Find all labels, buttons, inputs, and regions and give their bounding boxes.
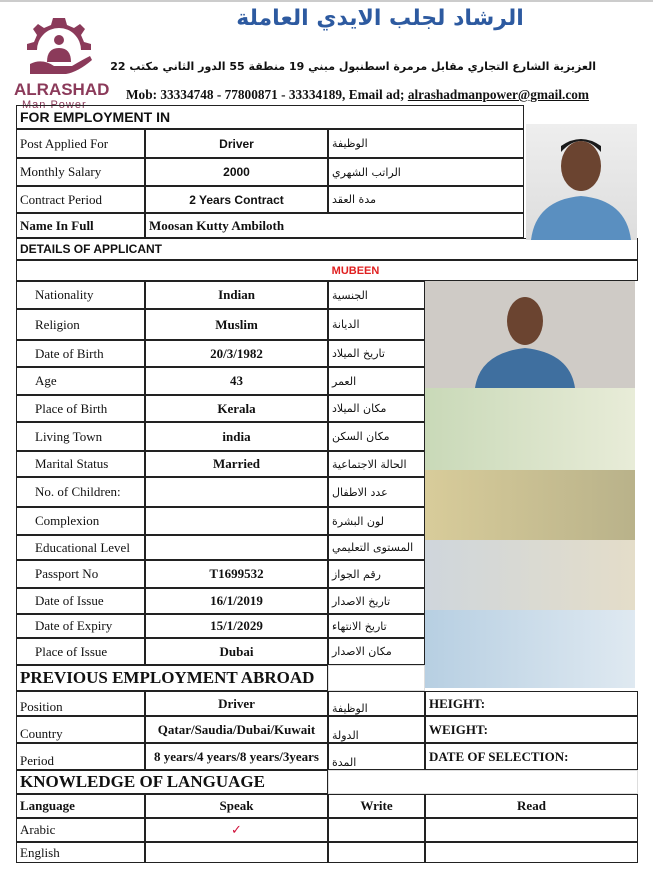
language-language-cell: English xyxy=(16,842,145,863)
field-label: Place of Birth xyxy=(16,395,145,422)
field-value: 15/1/2029 xyxy=(145,614,328,638)
extra-field-label: WEIGHT: xyxy=(425,716,638,743)
field-value: Muslim xyxy=(145,309,328,340)
field-label: Date of Expiry xyxy=(16,614,145,638)
field-label-arabic: المستوى التعليمي xyxy=(328,535,425,560)
field-label-arabic: مكان السكن xyxy=(328,422,425,451)
field-value: Driver xyxy=(145,691,328,716)
field-value: 16/1/2019 xyxy=(145,588,328,614)
driving-license-kuwait-image xyxy=(425,610,635,688)
field-label: Marital Status xyxy=(16,451,145,477)
field-label: Date of Birth xyxy=(16,340,145,367)
field-label-arabic: مكان الاصدار xyxy=(328,638,425,665)
field-label-arabic: الجنسية xyxy=(328,281,425,309)
language-column-header: Speak xyxy=(145,794,328,818)
language-write-cell[interactable] xyxy=(328,818,425,842)
field-value: Kerala xyxy=(145,395,328,422)
previous-heading: PREVIOUS EMPLOYMENT ABROAD xyxy=(16,665,328,691)
logo xyxy=(14,14,110,111)
language-read-cell[interactable] xyxy=(425,818,638,842)
extra-field-label: HEIGHT: xyxy=(425,691,638,716)
field-label-arabic: تاريخ الاصدار xyxy=(328,588,425,614)
field-label: Date of Issue xyxy=(16,588,145,614)
field-value: Indian xyxy=(145,281,328,309)
field-value: Driver xyxy=(145,129,328,158)
field-value: T1699532 xyxy=(145,560,328,588)
field-label-arabic: الدولة xyxy=(328,716,425,743)
logo-name: ALRASHAD xyxy=(14,80,110,99)
field-value xyxy=(145,535,328,560)
field-value: Qatar/Saudia/Dubai/Kuwait xyxy=(145,716,328,743)
field-label-arabic: العمر xyxy=(328,367,425,395)
contact-phones: Mob: 33334748 - 77800871 - 33334189, Email ad; xyxy=(126,87,408,102)
speak-checkbox[interactable]: ✓ xyxy=(145,818,328,842)
field-label: Age xyxy=(16,367,145,395)
field-label-arabic: مدة العقد xyxy=(328,186,524,213)
field-value: 2000 xyxy=(145,158,328,186)
field-label-arabic: رقم الجواز xyxy=(328,560,425,588)
agent-name: MUBEEN xyxy=(16,260,638,281)
field-value: 8 years/4 years/8 years/3years xyxy=(145,743,328,770)
field-label: Contract Period xyxy=(16,186,145,213)
field-value: 20/3/1982 xyxy=(145,340,328,367)
arabic-address: العزيزية الشارع التجاري مقابل مرمرة اسطنبول مبني 19 منطقة 55 الدور الثاني مكتب 22 xyxy=(110,60,596,73)
field-value: Dubai xyxy=(145,638,328,665)
field-label: Religion xyxy=(16,309,145,340)
field-label-arabic: لون البشرة xyxy=(328,507,425,535)
language-heading: KNOWLEDGE OF LANGUAGE xyxy=(16,770,328,794)
id-card-image xyxy=(425,470,635,540)
extra-field-label: DATE OF SELECTION: xyxy=(425,743,638,770)
field-label: Period xyxy=(16,743,145,770)
contact-line xyxy=(126,87,589,103)
field-value xyxy=(145,477,328,507)
field-label: Passport No xyxy=(16,560,145,588)
field-value: india xyxy=(145,422,328,451)
language-column-header: Language xyxy=(16,794,145,818)
field-value xyxy=(145,507,328,535)
applicant-portrait-photo xyxy=(526,124,637,240)
field-label-arabic: عدد الاطفال xyxy=(328,477,425,507)
details-heading: DETAILS OF APPLICANT xyxy=(16,238,638,260)
speak-checkbox[interactable] xyxy=(145,842,328,863)
employment-heading: FOR EMPLOYMENT IN xyxy=(16,105,524,129)
field-label: Living Town xyxy=(16,422,145,451)
field-label-arabic: الديانة xyxy=(328,309,425,340)
blank-cell xyxy=(328,665,425,691)
driving-license-qatar-image xyxy=(425,388,635,470)
field-label-arabic: المدة xyxy=(328,743,425,770)
language-column-header: Read xyxy=(425,794,638,818)
field-label: Position xyxy=(16,691,145,716)
email-link[interactable]: alrashadmanpower@gmail.com xyxy=(407,87,589,102)
name-label: Name In Full xyxy=(16,213,145,238)
field-label-arabic: تاريخ الميلاد xyxy=(328,340,425,367)
logo-subtitle: Man Power xyxy=(22,99,87,111)
field-label-arabic: مكان الميلاد xyxy=(328,395,425,422)
language-language-cell: Arabic xyxy=(16,818,145,842)
applicant-full-photo xyxy=(425,281,635,388)
language-column-header: Write xyxy=(328,794,425,818)
residence-card-image xyxy=(425,540,635,610)
field-value: 2 Years Contract xyxy=(145,186,328,213)
name-value: Moosan Kutty Ambiloth xyxy=(145,213,524,238)
field-value: 43 xyxy=(145,367,328,395)
field-label-arabic: الوظيفة xyxy=(328,129,524,158)
field-label: Educational Level xyxy=(16,535,145,560)
language-read-cell[interactable] xyxy=(425,842,638,863)
field-label: Place of Issue xyxy=(16,638,145,665)
field-label: Country xyxy=(16,716,145,743)
field-label-arabic: تاريخ الانتهاء xyxy=(328,614,425,638)
logo-icon xyxy=(14,14,104,76)
field-label-arabic: الحالة الاجتماعية xyxy=(328,451,425,477)
language-write-cell[interactable] xyxy=(328,842,425,863)
field-label: Post Applied For xyxy=(16,129,145,158)
field-label: Monthly Salary xyxy=(16,158,145,186)
field-value: Married xyxy=(145,451,328,477)
field-label: No. of Children: xyxy=(16,477,145,507)
field-label: Complexion xyxy=(16,507,145,535)
blank-cell xyxy=(328,770,638,794)
arabic-title: الرشاد لجلب الايدي العاملة xyxy=(236,6,524,31)
field-label-arabic: الوظيفة xyxy=(328,691,425,716)
field-label-arabic: الراتب الشهري xyxy=(328,158,524,186)
field-label: Nationality xyxy=(16,281,145,309)
